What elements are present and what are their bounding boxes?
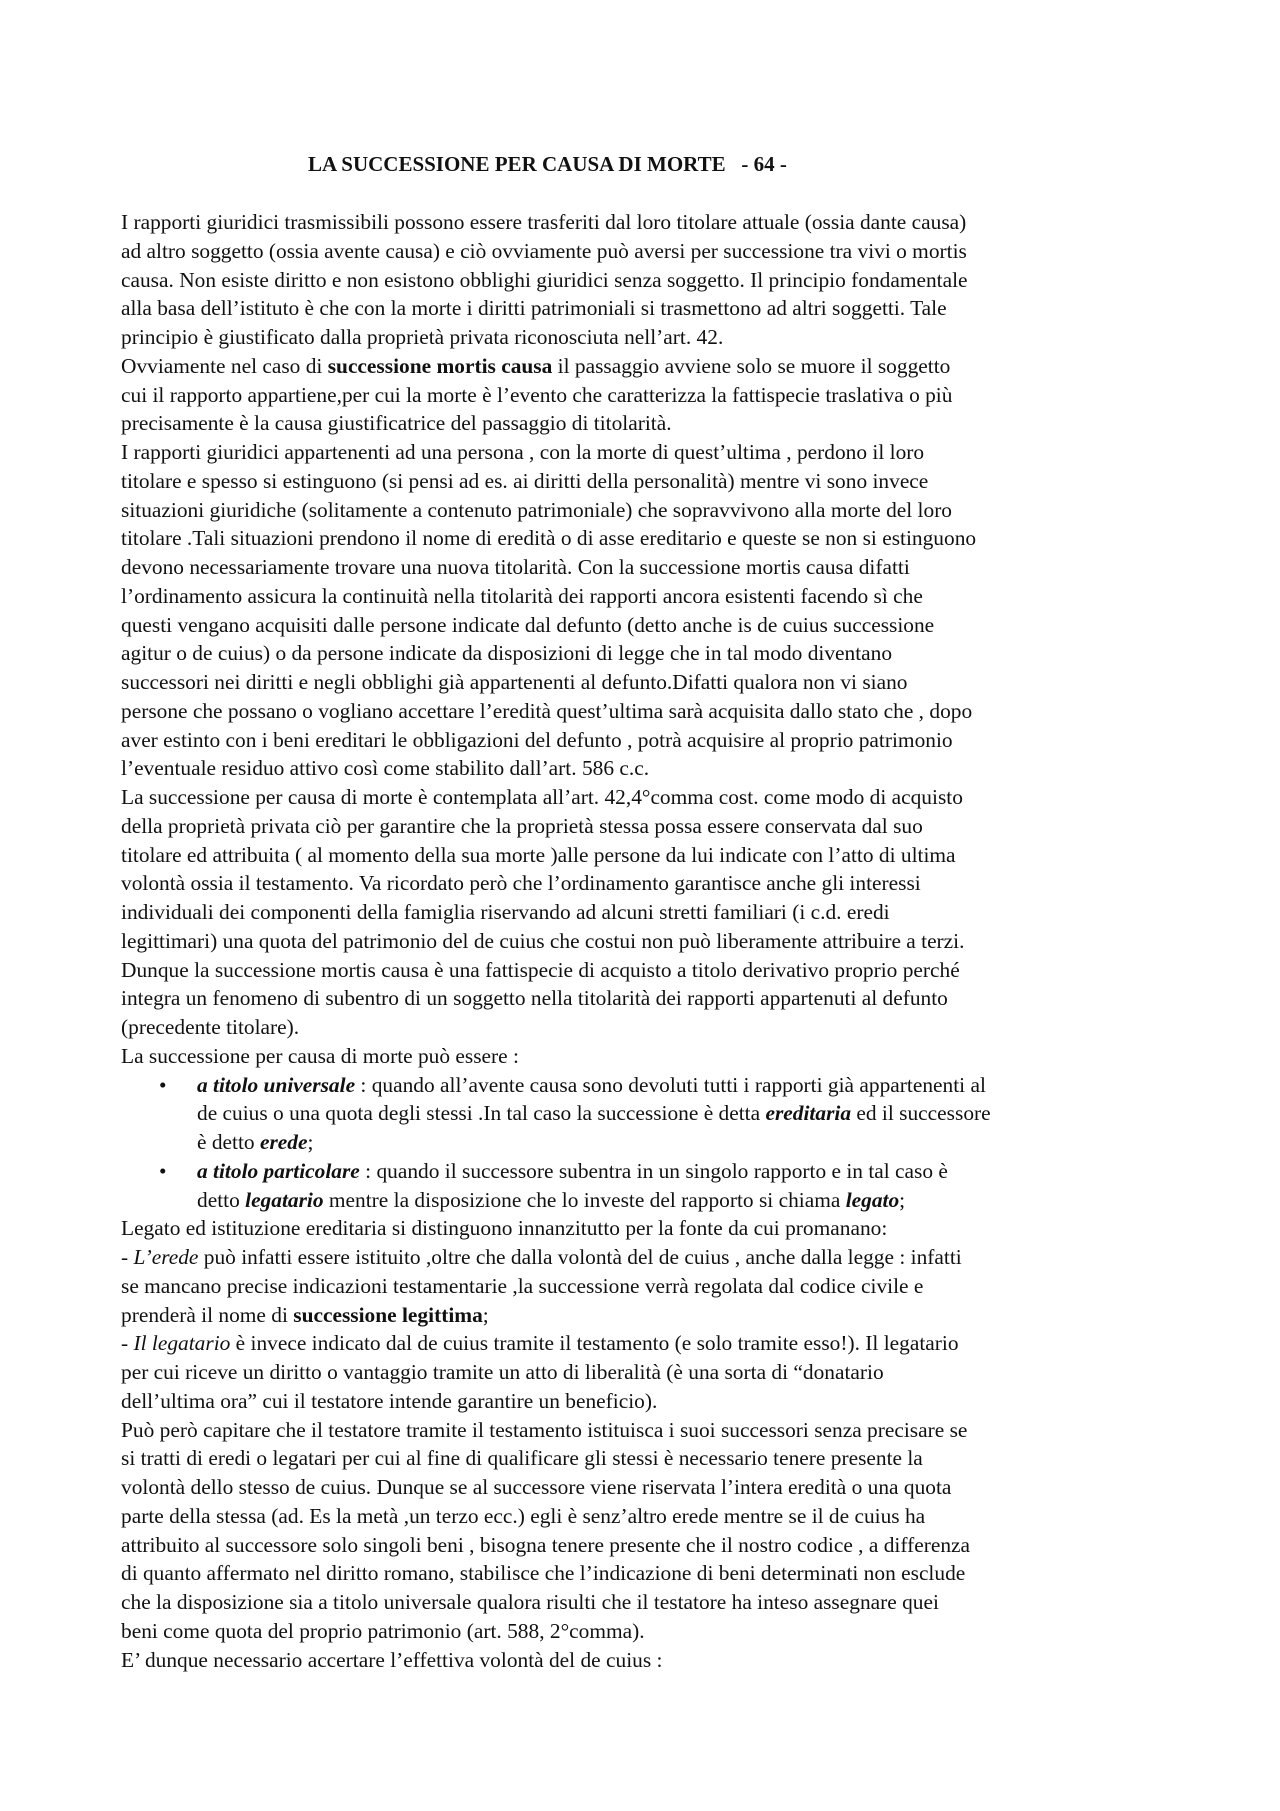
text-line [121, 237, 1181, 266]
bold-term: successione mortis causa [327, 353, 553, 378]
text-run: il passaggio avviene solo se muore il soggetto [552, 353, 951, 378]
text-line [121, 1444, 1181, 1473]
text-run: si tratti di eredi o legatari per cui al fine di qualificare gli stessi è necessario tenere presente la [121, 1446, 923, 1471]
text-run: titolare .Tali situazioni prendono il nome di eredità o di asse ereditario e queste se non si estinguono [121, 526, 977, 551]
text-run: titolare e spesso si estinguono (si pensi ad es. ai diritti della personalità) mentre vi sono invece [121, 468, 929, 493]
bold-italic-term: ereditaria [765, 1101, 852, 1126]
text-run: beni come quota del proprio patrimonio (art. 588, 2°comma). [121, 1618, 645, 1643]
bold-term: successione legittima [293, 1302, 483, 1327]
text-line [121, 1617, 1181, 1646]
text-run: legittimari) una quota del patrimonio del de cuius che costui non può liberamente attribuire a terzi. [121, 928, 965, 953]
text-run: : quando il successore subentra in un singolo rapporto e in tal caso è [359, 1158, 948, 1183]
text-line [121, 1387, 1181, 1416]
text-run: (precedente titolare). [121, 1015, 300, 1039]
text-line [121, 841, 1181, 870]
text-line [121, 668, 1181, 697]
text-run: è invece indicato dal de cuius tramite il testamento (e solo tramite esso!). Il legatario [230, 1331, 959, 1356]
text-run: La successione per causa di morte è contemplata all’art. 42,4°comma cost. come modo di acquisto [121, 785, 963, 809]
text-line [121, 352, 1181, 381]
text-run: questi vengano acquisiti dalle persone indicate dal defunto (detto anche is de cuius successione [121, 612, 935, 637]
text-line [121, 697, 1181, 726]
text-line [121, 496, 1181, 525]
bold-italic-term: erede [259, 1130, 308, 1154]
text-run: volontà ossia il testamento. Va ricordato però che l’ordinamento garantisce anche gli interessi [121, 871, 921, 896]
text-run: I rapporti giuridici appartenenti ad una persona , con la morte di quest’ultima , perdono il loro [121, 440, 925, 464]
text-run: situazioni giuridiche (solitamente a contenuto patrimoniale) che sopravvivono alla morte del loro [121, 497, 953, 522]
text-run: Legato ed istituzione ereditaria si distinguono innanzitutto per la fonte da cui promanano: [121, 1216, 888, 1241]
text-run: causa. Non esiste diritto e non esistono obblighi giuridici senza soggetto. Il principio fondamentale [121, 267, 968, 292]
text-run: detto [197, 1187, 246, 1212]
text-line [121, 438, 1181, 467]
text-line [121, 409, 1181, 438]
text-run: ed il successore [851, 1101, 991, 1126]
bullet-marker: • [159, 1158, 167, 1183]
page-title: LA SUCCESSIONE PER CAUSA DI MORTE - 64 - [308, 152, 787, 176]
text-line [121, 1559, 1181, 1588]
text-run: l’eventuale residuo attivo così come stabilito dall’art. 586 c.c. [121, 756, 650, 781]
text-line [121, 1071, 1181, 1100]
bold-italic-term: legatario [245, 1187, 324, 1212]
bullet-marker: • [159, 1072, 167, 1097]
text-run: alla basa dell’istituto è che con la morte i diritti patrimoniali si trasmettono ad altri soggetti. Tale [121, 296, 947, 321]
text-run: titolare ed attribuita ( al momento della sua morte )alle persone da lui indicate con l’atto di ultima [121, 842, 956, 867]
text-line [121, 1128, 1181, 1157]
text-run: l’ordinamento assicura la continuità nella titolarità dei rapporti ancora esistenti facendo sì che [121, 583, 923, 608]
text-run: ; [899, 1187, 906, 1212]
bold-italic-term: legato [845, 1187, 900, 1212]
text-line [121, 1301, 1181, 1330]
text-run: Può però capitare che il testatore tramite il testamento istituisca i suoi successori senza precisare se [121, 1417, 968, 1442]
text-line [121, 266, 1181, 295]
text-line [121, 1473, 1181, 1502]
italic-term: Il legatario [133, 1331, 231, 1356]
text-run: devono necessariamente trovare una nuova titolarità. Con la successione mortis causa difatti [121, 555, 910, 579]
text-line [121, 1186, 1181, 1215]
text-line [121, 639, 1181, 668]
text-line [121, 1272, 1181, 1301]
text-run: precisamente è la causa giustificatrice del passaggio di titolarità. [121, 411, 672, 436]
text-line [121, 323, 1181, 352]
text-run: ; [307, 1130, 314, 1154]
text-line [121, 1329, 1181, 1358]
text-line [121, 1358, 1181, 1387]
text-line [121, 1243, 1181, 1272]
text-line [121, 1588, 1181, 1617]
text-line [121, 984, 1181, 1013]
text-run: parte della stessa (ad. Es la metà ,un terzo ecc.) egli è senz’altro erede mentre se il de cuius ha [121, 1503, 926, 1528]
text-line [121, 812, 1181, 841]
text-run: ; [482, 1302, 489, 1327]
text-line [121, 1099, 1181, 1128]
text-run: E’ dunque necessario accertare l’effettiva volontà del de cuius : [121, 1647, 663, 1672]
text-line [121, 524, 1181, 553]
text-line [121, 1416, 1181, 1445]
bold-italic-term: a titolo particolare [197, 1158, 360, 1183]
text-line [121, 1646, 1181, 1675]
text-line [121, 582, 1181, 611]
text-line [121, 294, 1181, 323]
text-run: I rapporti giuridici trasmissibili possono essere trasferiti dal loro titolare attuale (ossia dante causa) [121, 210, 967, 234]
text-run: della proprietà privata ciò per garantire che la proprietà stessa possa essere conservata dal suo [121, 813, 923, 838]
text-run: aver estinto con i beni ereditari le obbligazioni del defunto , potrà acquisire al proprio patrimonio [121, 727, 953, 752]
text-run: attribuito al successore solo singoli beni , bisogna tenere presente che il nostro codice , a differenza [121, 1532, 971, 1557]
text-run: prenderà il nome di [121, 1302, 294, 1327]
text-run: per cui riceve un diritto o vantaggio tramite un atto di liberalità (è una sorta di “donatario [121, 1360, 884, 1384]
text-run: integra un fenomeno di subentro di un soggetto nella titolarità dei rapporti appartenuti al defunto [121, 986, 948, 1011]
text-run: principio è giustificato dalla proprietà privata riconosciuta nell’art. 42. [121, 325, 724, 349]
text-line [121, 927, 1181, 956]
text-line [121, 869, 1181, 898]
text-line [121, 1013, 1181, 1042]
text-run: può infatti essere istituito ,oltre che dalla volontà del de cuius , anche dalla legge : infatti [198, 1245, 962, 1269]
text-run: de cuius o una quota degli stessi .In tal caso la successione è detta [197, 1101, 766, 1126]
text-run: Dunque la successione mortis causa è una fattispecie di acquisto a titolo derivativo proprio perché [121, 957, 960, 982]
text-run: individuali dei componenti della famiglia riservando ad alcuni stretti familiari (i c.d. eredi [121, 900, 890, 924]
text-run: - [121, 1331, 134, 1356]
text-line [121, 553, 1181, 582]
text-run: agitur o de cuius) o da persone indicate da disposizioni di legge che in tal modo diventano [121, 641, 893, 666]
text-run: successori nei diritti e negli obblighi già appartenenti al defunto.Difatti qualora non vi siano [121, 670, 908, 694]
text-run: cui il rapporto appartiene,per cui la morte è l’evento che caratterizza la fattispecie traslativa o più [121, 382, 953, 407]
text-line [121, 381, 1181, 410]
text-line [121, 208, 1181, 237]
text-line [121, 898, 1181, 927]
text-run: ad altro soggetto (ossia avente causa) e ciò ovviamente può aversi per successione tra vivi o mortis [121, 238, 967, 263]
text-run: - [121, 1245, 134, 1269]
text-run: Ovviamente nel caso di [121, 353, 328, 378]
text-line [121, 1042, 1181, 1071]
text-run: è detto [197, 1130, 260, 1154]
text-line [121, 783, 1181, 812]
text-run: volontà dello stesso de cuius. Dunque se al successore viene riservata l’intera eredità o una quota [121, 1475, 952, 1499]
bold-italic-term: a titolo universale [197, 1072, 356, 1097]
text-line [121, 1214, 1181, 1243]
text-line [121, 611, 1181, 640]
text-line [121, 726, 1181, 755]
text-line [121, 1531, 1181, 1560]
text-line [121, 754, 1181, 783]
text-run: che la disposizione sia a titolo universale qualora risulti che il testatore ha inteso assegnare quei [121, 1590, 939, 1614]
text-line [121, 467, 1181, 496]
text-run: dell’ultima ora” cui il testatore intende garantire un beneficio). [121, 1388, 658, 1413]
body-text [121, 208, 1181, 1674]
text-line [121, 1502, 1181, 1531]
text-run: di quanto affermato nel diritto romano, stabilisce che l’indicazione di beni determinati non esclude [121, 1561, 966, 1586]
text-line [121, 956, 1181, 985]
text-run: se mancano precise indicazioni testamentarie ,la successione verrà regolata dal codice civile e [121, 1273, 924, 1298]
text-run: mentre la disposizione che lo investe del rapporto si chiama [323, 1187, 846, 1212]
text-run: La successione per causa di morte può essere : [121, 1043, 519, 1068]
text-line [121, 1157, 1181, 1186]
text-run: : quando all’avente causa sono devoluti tutti i rapporti già appartenenti al [355, 1072, 986, 1097]
italic-term: L’erede [133, 1245, 199, 1269]
text-run: persone che possano o vogliano accettare l’eredità quest’ultima sarà acquisita dallo stato che , dopo [121, 698, 973, 723]
